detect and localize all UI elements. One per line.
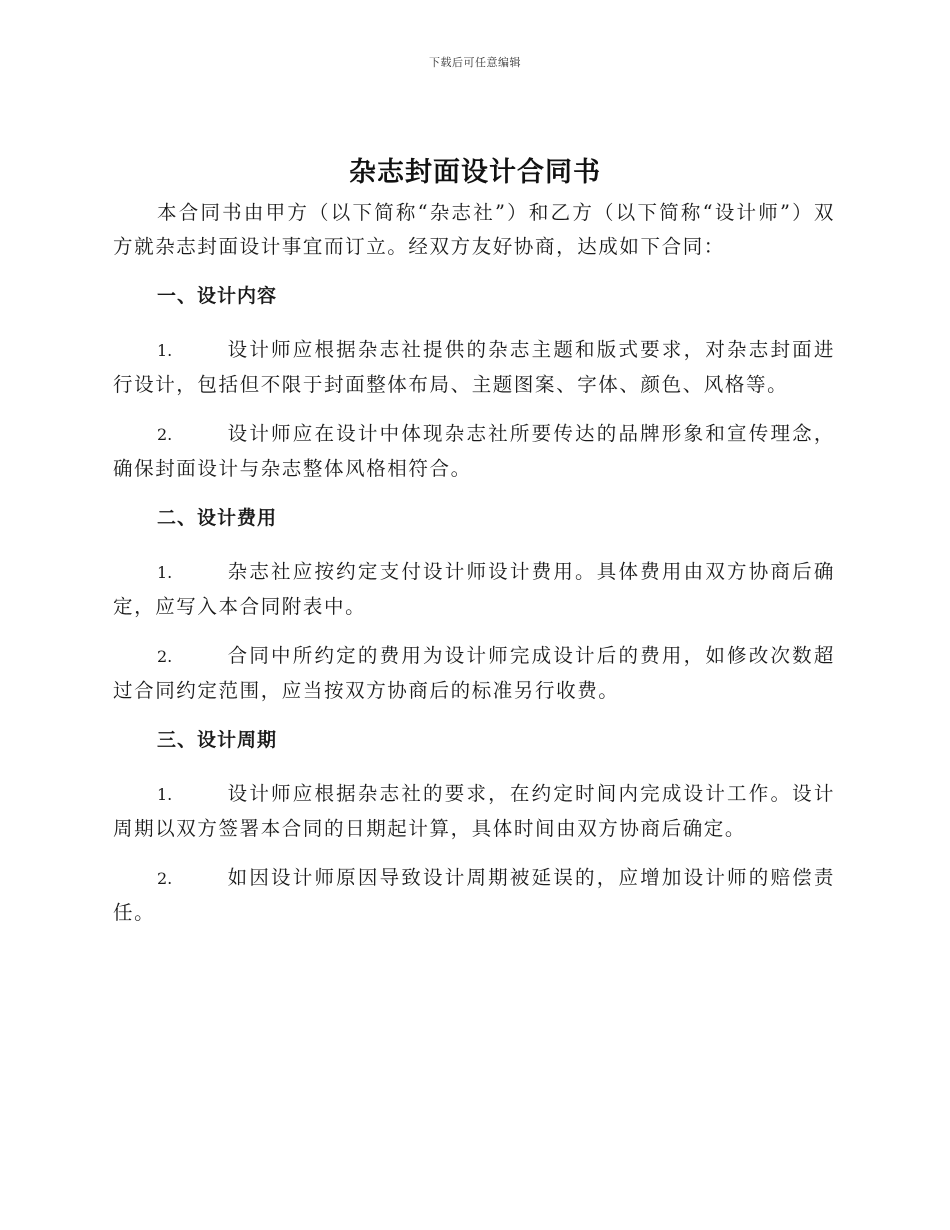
clause-text: 设计师应根据杂志社的要求，在约定时间内完成设计工作。设计周期以双方签署本合同的日期起计算，具体时间由双方协商后确定。	[113, 782, 835, 840]
clause-number: 1.	[157, 563, 173, 582]
clause-number: 2.	[157, 869, 173, 888]
section-heading: 二、设计费用	[157, 507, 278, 529]
clause-text: 设计师应在设计中体现杂志社所要传达的品牌形象和宣传理念，确保封面设计与杂志整体风格相符合。	[113, 422, 835, 480]
section-design-period	[113, 723, 835, 930]
document-title: 杂志封面设计合同书	[349, 157, 601, 188]
clause-item	[113, 417, 835, 486]
section-design-content	[113, 279, 835, 486]
document-body	[113, 196, 835, 945]
section-heading: 一、设计内容	[157, 285, 278, 307]
clause-item	[113, 555, 835, 624]
clause-text: 合同中所约定的费用为设计师完成设计后的费用，如修改次数超过合同约定范围，应当按双方协商后的标准另行收费。	[113, 644, 835, 702]
clause-number: 2.	[157, 647, 173, 666]
clause-text: 杂志社应按约定支付设计师设计费用。具体费用由双方协商后确定，应写入本合同附表中。	[113, 560, 835, 618]
clause-item	[113, 861, 835, 930]
clause-number: 2.	[157, 425, 173, 444]
clause-item	[113, 639, 835, 708]
clause-item	[113, 333, 835, 402]
clause-text: 如因设计师原因导致设计周期被延误的，应增加设计师的赔偿责任。	[113, 866, 835, 924]
section-design-fee	[113, 501, 835, 708]
section-heading: 三、设计周期	[157, 729, 278, 751]
clause-item	[113, 777, 835, 846]
clause-number: 1.	[157, 785, 173, 804]
clause-text: 设计师应根据杂志社提供的杂志主题和版式要求，对杂志封面进行设计，包括但不限于封面整体布局、主题图案、字体、颜色、风格等。	[113, 338, 835, 396]
header-note: 下载后可任意编辑	[429, 56, 521, 69]
clause-number: 1.	[157, 341, 173, 360]
intro-paragraph: 本合同书由甲方（以下简称“杂志社”）和乙方（以下简称“设计师”）双方就杂志封面设计事宜而订立。经双方友好协商，达成如下合同：	[113, 201, 835, 258]
